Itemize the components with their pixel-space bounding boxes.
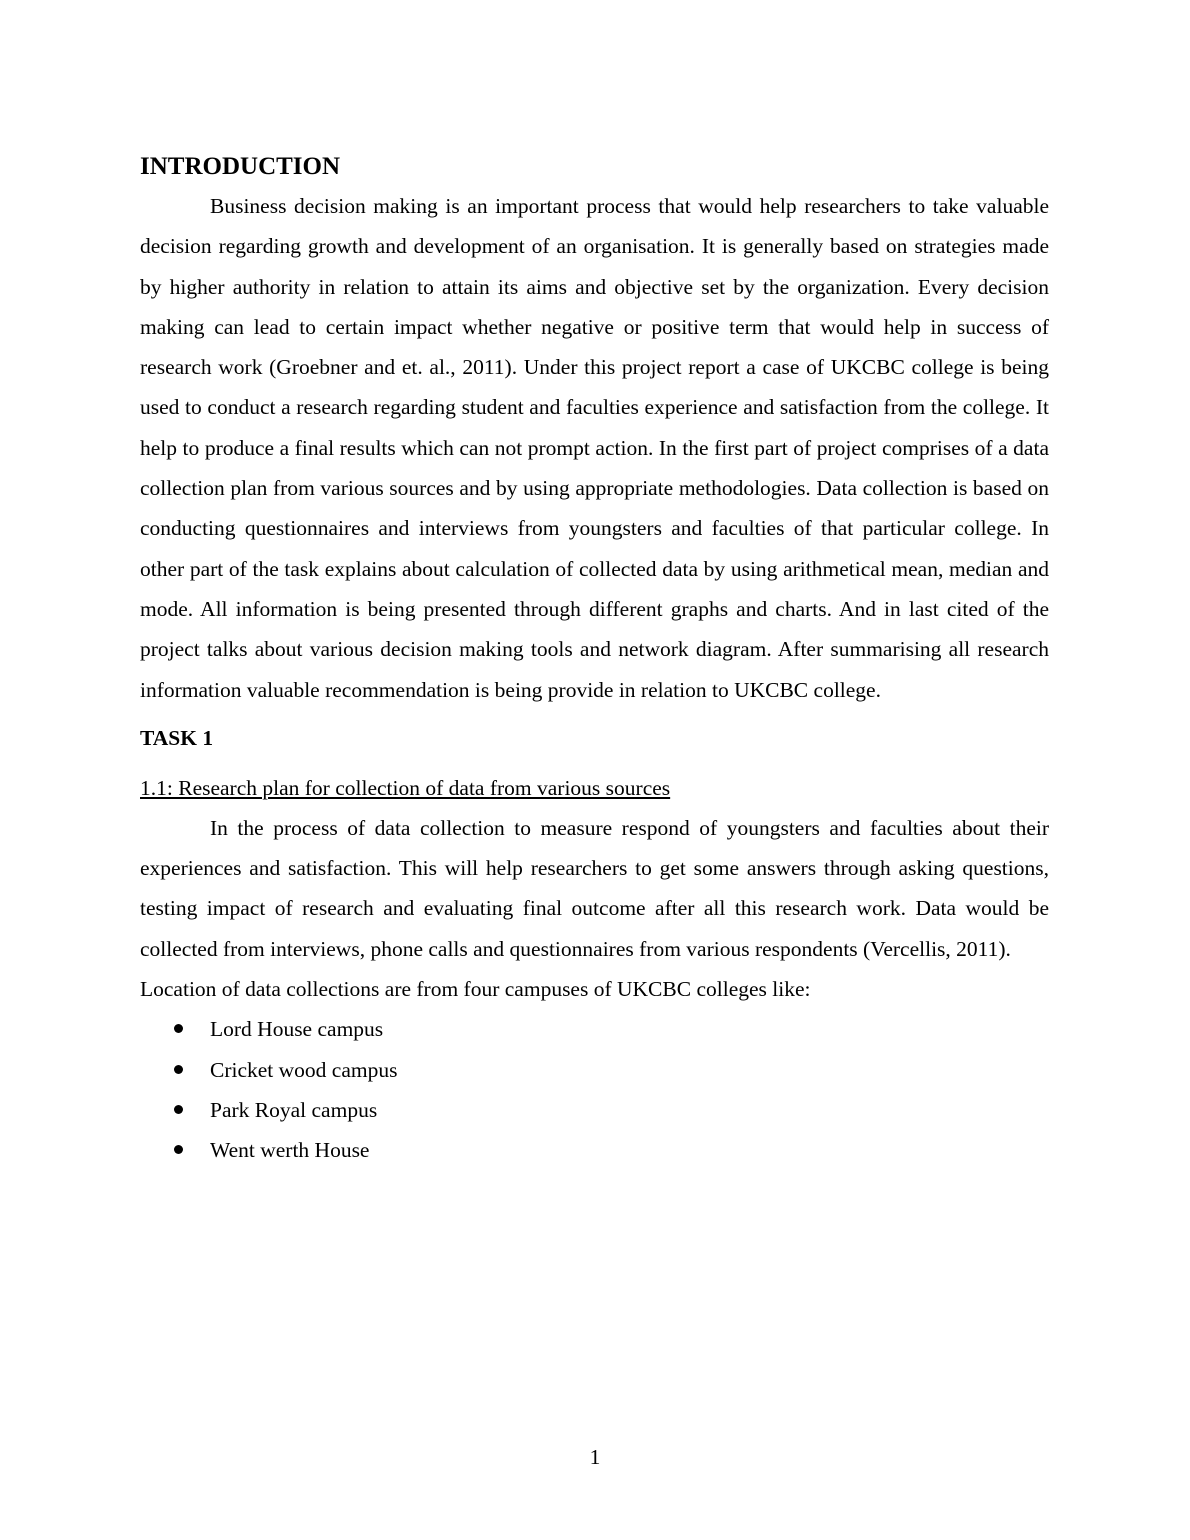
- campus-label: Cricket wood campus: [210, 1057, 398, 1082]
- location-intro: Location of data collections are from four campuses of UKCBC colleges like:: [140, 977, 811, 1002]
- page-number: 1: [589, 1445, 601, 1469]
- task-heading: TASK 1: [140, 725, 214, 750]
- list-item: [140, 1009, 1049, 1049]
- bullet-icon: [174, 1105, 183, 1114]
- bullet-icon: [174, 1024, 183, 1033]
- campus-label: Park Royal campus: [210, 1097, 378, 1122]
- introduction-heading: INTRODUCTION: [140, 153, 341, 180]
- introduction-paragraph: Business decision making is an important process that would help researchers to take valuable decision regarding growth and development of an organisation. It is generally based on strategies made by higher authority in relation to attain its aims and objective set by the organization. Every decision making can lead to certain impact whether negative or positive term that would help in success of research work (Groebner and et. al., 2011). Under this project report a case of UKCBC college is being used to conduct a research regarding student and faculties experience and satisfaction from the college. It help to produce a final results which can not prompt action. In the first part of project comprises of a data collection plan from various sources and by using appropriate methodologies. Data collection is based on conducting questionnaires and interviews from youngsters and faculties of that particular college. In other part of the task explains about calculation of collected data by using arithmetical mean, median and mode. All information is being presented through different graphs and charts. And in last cited of the project talks about various decision making tools and network diagram. After summarising all research information valuable recommendation is being provide in relation to UKCBC college.: [140, 194, 1049, 702]
- list-item: [140, 1130, 1049, 1170]
- section-paragraph: In the process of data collection to measure respond of youngsters and faculties about their experiences and satisfaction. This will help researchers to get some answers through asking questions, testing impact of research and evaluating final outcome after all this research work. Data would be collected from interviews, phone calls and questionnaires from various respondents (Vercellis, 2011).: [140, 815, 1049, 961]
- campus-list: [140, 1009, 1049, 1170]
- list-item: [140, 1090, 1049, 1130]
- page-content: [140, 148, 1049, 1171]
- subsection-heading: 1.1: Research plan for collection of data from various sources: [140, 775, 671, 800]
- campus-label: Lord House campus: [210, 1017, 384, 1042]
- bullet-icon: [174, 1145, 183, 1154]
- list-item: [140, 1050, 1049, 1090]
- campus-label: Went werth House: [210, 1138, 370, 1163]
- bullet-icon: [174, 1065, 183, 1074]
